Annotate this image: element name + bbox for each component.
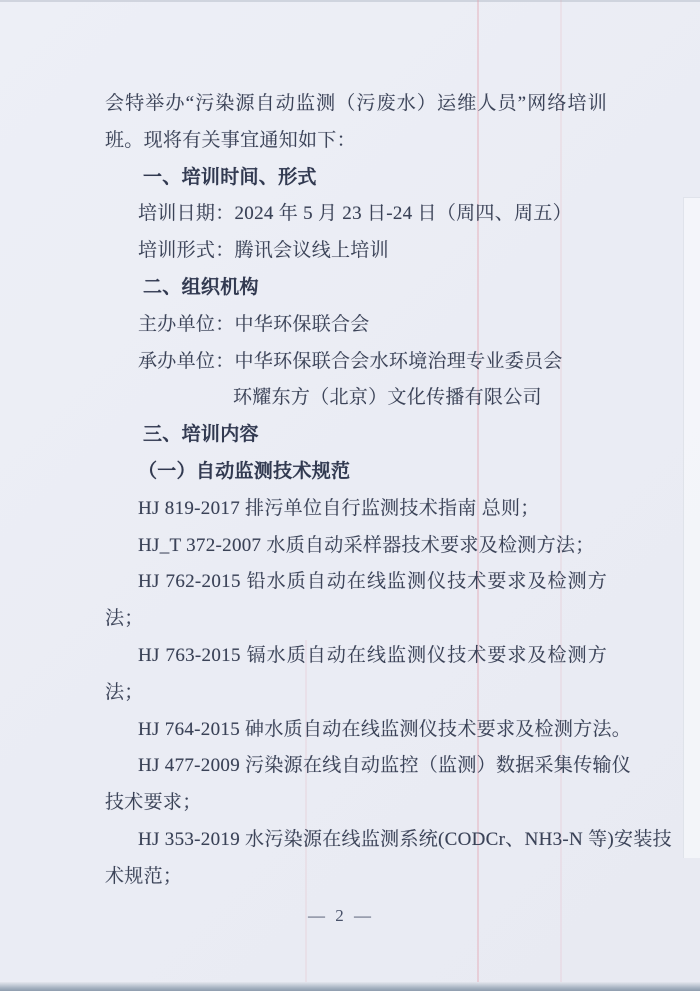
line-standard-hj353: HJ 353-2019 水污染源在线监测系统(CODCr、NH3-N 等)安装技 — [138, 828, 672, 850]
line-standard-hj477: HJ 477-2009 污染源在线自动监控（监测）数据采集传输仪 — [138, 755, 632, 777]
line-organizer-1: 承办单位：中华环保联合会水环境治理专业委员会 — [138, 350, 563, 372]
heading-section-2: 二、组织机构 — [143, 276, 259, 298]
heading-subsection-3-1: （一）自动监测技术规范 — [138, 460, 351, 482]
line-standard-hj762: HJ 762-2015 铅水质自动在线监测仪技术要求及检测方 — [138, 571, 607, 593]
line-standard-hj764: HJ 764-2015 砷水质自动在线监测仪技术要求及检测方法。 — [138, 718, 632, 740]
heading-section-1: 一、培训时间、形式 — [143, 166, 317, 188]
line-organizer-2: 环耀东方（北京）文化传播有限公司 — [233, 387, 542, 409]
scanner-bottom-edge — [0, 982, 700, 991]
line-host-organization: 主办单位：中华环保联合会 — [138, 313, 370, 335]
line-standard-hj353-cont: 术规范； — [105, 865, 183, 887]
line-standard-hj763-cont: 法； — [105, 681, 144, 703]
line-standard-hj762-cont: 法； — [105, 608, 144, 630]
line-continued-1: 会特举办“污染源自动监测（污废水）运维人员”网络培训 — [105, 93, 607, 114]
line-training-format: 培训形式：腾讯会议线上培训 — [138, 240, 389, 262]
document-body — [105, 86, 672, 896]
scan-overlap-artifact — [683, 197, 700, 858]
line-standard-hjt372: HJ_T 372-2007 水质自动采样器技术要求及检测方法； — [138, 534, 595, 556]
heading-section-3: 三、培训内容 — [143, 424, 259, 446]
line-standard-hj477-cont: 技术要求； — [105, 792, 202, 814]
line-continued-2: 班。现将有关事宜通知如下： — [105, 129, 356, 151]
line-standard-hj819: HJ 819-2017 排污单位自行监测技术指南 总则； — [138, 497, 540, 519]
page-number: — 2 — — [308, 906, 374, 925]
line-training-date: 培训日期：2024 年 5 月 23 日-24 日（周四、周五） — [138, 203, 572, 225]
line-standard-hj763: HJ 763-2015 镉水质自动在线监测仪技术要求及检测方 — [138, 644, 607, 666]
scanner-top-edge — [0, 0, 700, 2]
